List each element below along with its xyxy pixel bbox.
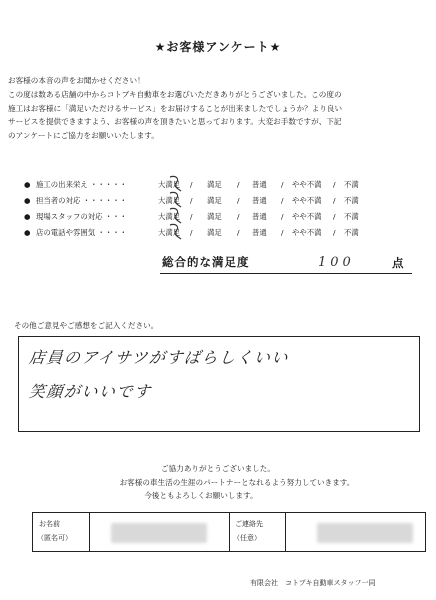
option-separator: / <box>281 196 284 205</box>
rating-option[interactable]: 不満 <box>344 228 359 237</box>
score-underline <box>160 273 412 274</box>
option-separator: / <box>333 212 336 221</box>
option-separator: / <box>237 196 240 205</box>
option-separator: / <box>333 196 336 205</box>
rating-option[interactable]: やや不満 <box>292 212 322 221</box>
rating-option[interactable]: 満足 <box>207 212 222 221</box>
intro-text <box>8 74 430 143</box>
rating-option[interactable]: 大満足 <box>158 212 181 221</box>
survey-title: ★お客様アンケート★ <box>154 40 282 54</box>
bullet-icon: ● <box>24 212 31 221</box>
intro-line: 施工はお客様に「満足いただけるサービス」をお届けすることが出来ましたでしょうか？より良い <box>8 103 343 113</box>
divider <box>229 513 230 551</box>
comment-box[interactable] <box>18 336 420 432</box>
rating-option[interactable]: 満足 <box>207 228 222 237</box>
intro-line: お客様の本音の声をお聞かせください！ <box>8 76 145 85</box>
contact-field-redacted[interactable] <box>317 523 413 543</box>
rating-option[interactable]: 満足 <box>207 180 222 189</box>
rating-option[interactable]: 不満 <box>344 180 359 189</box>
bullet-icon: ● <box>24 196 31 205</box>
intro-line: サービスを提供できますよう、お客様の声を頂きたいと思っております。大変お手数ですが、下記 <box>8 117 342 127</box>
rating-option[interactable]: 大満足 <box>158 228 181 237</box>
option-separator: / <box>281 212 284 221</box>
rating-option[interactable]: やや不満 <box>292 228 322 237</box>
rating-question: 現場スタッフの対応 ・・・ <box>36 212 128 221</box>
bullet-icon: ● <box>24 228 31 237</box>
rating-option[interactable]: 普通 <box>252 228 267 237</box>
divider <box>285 513 286 551</box>
option-separator: / <box>281 180 284 189</box>
name-field-redacted[interactable] <box>111 523 207 543</box>
contact-label: ご連絡先 <box>235 520 263 528</box>
comment-prompt: その他ご意見やご感想をご記入ください。 <box>14 321 159 330</box>
option-separator: / <box>190 212 193 221</box>
rating-option[interactable]: 不満 <box>344 196 359 205</box>
option-separator: / <box>281 228 284 237</box>
rating-question: 施工の出来栄え ・・・・・ <box>36 180 128 189</box>
option-separator: / <box>190 180 193 189</box>
rating-question: 店の電話や雰囲気 ・・・・ <box>36 228 128 237</box>
option-separator: / <box>190 228 193 237</box>
total-satisfaction-label: 総合的な満足度 <box>162 255 250 269</box>
closing-line: ご協力ありがとうございました。 <box>161 464 275 473</box>
rating-row <box>24 178 424 192</box>
option-separator: / <box>190 196 193 205</box>
rating-option[interactable]: 満足 <box>207 196 222 205</box>
closing-message <box>0 462 436 503</box>
closing-line: お客様の車生活の生涯のパートナーとなれるよう努力していきます。 <box>119 477 355 487</box>
option-separator: / <box>237 228 240 237</box>
bullet-icon: ● <box>24 180 31 189</box>
option-separator: / <box>333 228 336 237</box>
rating-option[interactable]: 不満 <box>344 212 359 221</box>
comment-handwritten-line: 店員のアイサツがすばらしくいい <box>27 348 291 367</box>
score-unit: 点 <box>392 256 404 270</box>
intro-line: のアンケートにご協力をお願いいたします。 <box>8 131 159 141</box>
comment-handwritten-line: 笑顔がいいです <box>27 382 153 401</box>
closing-line: 今後ともよろしくお願いします。 <box>144 491 258 501</box>
rating-option[interactable]: やや不満 <box>292 196 322 205</box>
contact-sublabel: （任意） <box>233 534 261 542</box>
divider <box>89 513 90 551</box>
rating-row <box>24 194 424 208</box>
rating-row <box>24 226 424 240</box>
option-separator: / <box>333 180 336 189</box>
rating-option[interactable]: 普通 <box>252 196 267 205</box>
intro-line: この度は数ある店舗の中からコトブキ自動車をお選びいただきありがとうございました。この度の <box>8 89 342 99</box>
option-separator: / <box>237 212 240 221</box>
option-separator: / <box>237 180 240 189</box>
rating-option[interactable]: 普通 <box>252 212 267 221</box>
rating-option[interactable]: 大満足 <box>158 196 181 205</box>
contact-table <box>32 512 426 552</box>
rating-option[interactable]: 普通 <box>252 180 267 189</box>
selected-check-mark <box>166 222 184 240</box>
name-label: お名前 <box>39 520 60 528</box>
rating-option[interactable]: 大満足 <box>158 180 181 189</box>
total-score-handwritten[interactable]: 100 <box>318 255 355 270</box>
footer-signature: 有限会社 コトブキ自動車スタッフ一同 <box>250 579 376 587</box>
rating-question: 担当者の対応 ・・・・・・ <box>36 196 128 205</box>
rating-row <box>24 210 424 224</box>
rating-option[interactable]: やや不満 <box>292 180 322 189</box>
name-sublabel: （匿名可） <box>37 534 72 542</box>
